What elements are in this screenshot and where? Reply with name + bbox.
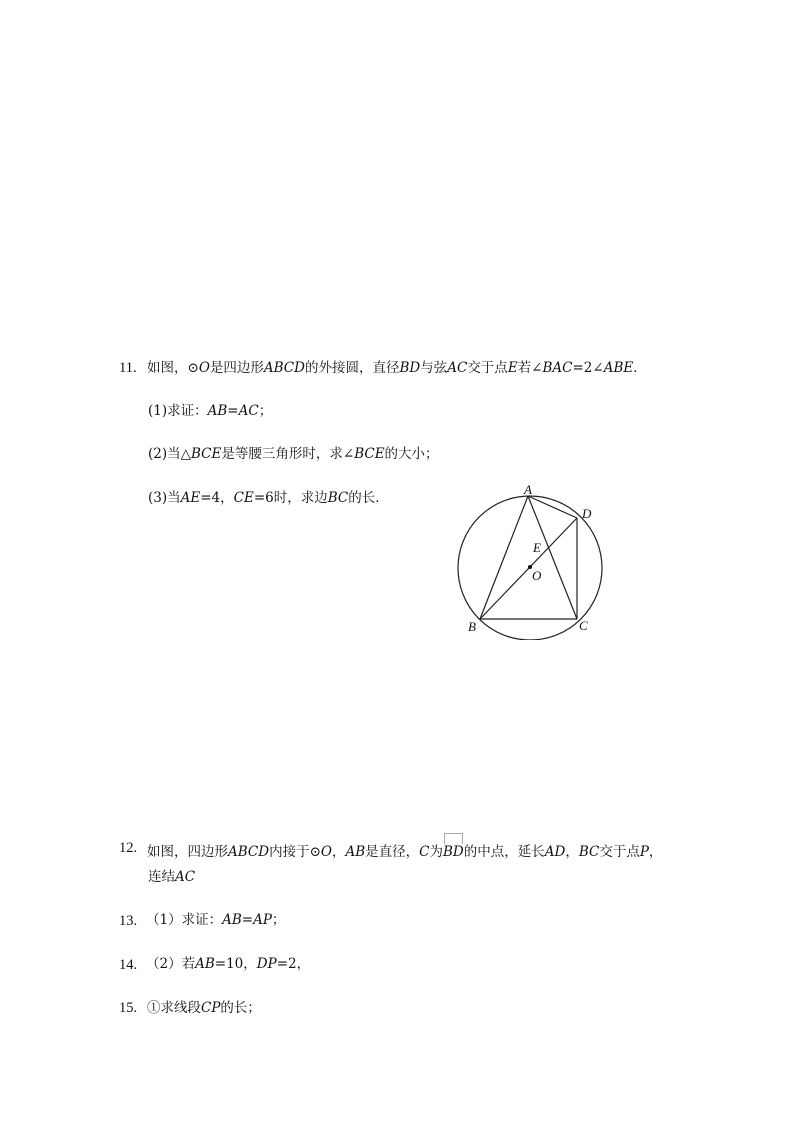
question-12-number: 12.: [119, 840, 138, 856]
text-run: =6时，求边: [253, 490, 328, 506]
text-run: =4，: [200, 490, 234, 506]
math-symbol: ABCD: [228, 844, 270, 860]
question-11-stem: [147, 359, 647, 377]
math-symbol: C: [419, 844, 430, 860]
math-symbol: E: [507, 360, 518, 376]
text-run: =: [241, 912, 254, 928]
text-run: 是四边形: [209, 360, 264, 376]
text-run: 内接于⊙: [269, 844, 321, 860]
label-o: O: [532, 568, 542, 583]
math-symbol: AB: [345, 844, 366, 860]
math-symbol: AB: [222, 912, 242, 928]
math-symbol: CE: [233, 490, 254, 506]
label-b: B: [468, 619, 476, 634]
text-run: ，: [648, 844, 663, 860]
text-run: 交于点: [599, 844, 640, 860]
text-run: 连结: [148, 869, 175, 885]
math-symbol: AC: [175, 869, 196, 885]
question-14-number: 14.: [119, 957, 138, 973]
diameter-bd: [480, 518, 577, 619]
question-14-text: [146, 955, 310, 973]
math-symbol: O: [320, 844, 332, 860]
text-run: ，: [331, 844, 346, 860]
text-run: 的长．: [348, 490, 389, 506]
math-symbol: DP: [256, 956, 277, 972]
text-run: =10，: [214, 956, 257, 972]
math-symbol: BD: [399, 360, 421, 376]
text-run: 的中点，延长: [463, 844, 545, 860]
math-symbol: O: [198, 360, 210, 376]
text-run: 的大小；: [384, 446, 439, 462]
math-symbol: AC: [238, 403, 259, 419]
arc-bd-label: BD: [442, 844, 464, 860]
question-11-part-2: [148, 445, 439, 463]
text-run: =2，: [276, 956, 311, 972]
math-symbol: AP: [253, 912, 272, 928]
label-e: E: [533, 540, 541, 555]
math-symbol: BC: [578, 844, 600, 860]
math-symbol: ABE: [603, 360, 634, 376]
text-run: ①求线段: [147, 1000, 201, 1016]
text-run: （2）若: [146, 956, 196, 972]
text-run: 与弦: [420, 360, 448, 376]
math-symbol: BCE: [354, 446, 385, 462]
text-run: 是等腰三角形时，求∠: [221, 446, 355, 462]
math-symbol: AB: [207, 403, 228, 419]
math-symbol: AD: [544, 844, 566, 860]
text-run: 若∠: [517, 360, 543, 376]
math-symbol: P: [639, 844, 649, 860]
label-c: C: [579, 618, 588, 633]
text-run: (2)当△: [148, 446, 192, 462]
label-a: A: [524, 482, 532, 497]
question-15-number: 15.: [119, 1000, 138, 1016]
text-run: (1)求证：: [148, 403, 208, 419]
math-symbol: AB: [195, 956, 215, 972]
text-run: 的外接圆，直径: [304, 360, 400, 376]
math-symbol: BC: [327, 490, 349, 506]
text-run: 的长；: [220, 1000, 261, 1016]
question-11-figure: [448, 480, 618, 640]
text-run: =2∠: [572, 360, 604, 376]
text-run: =: [227, 403, 239, 419]
text-run: ．: [633, 360, 647, 376]
arc-bd: [443, 839, 464, 861]
question-11-part-1: [148, 402, 272, 420]
math-symbol: BAC: [542, 360, 573, 376]
text-run: 为: [429, 844, 443, 860]
math-symbol: ABCD: [263, 360, 305, 376]
math-symbol: AC: [447, 360, 468, 376]
question-13-text: [146, 911, 285, 929]
text-run: 是直径，: [365, 844, 420, 860]
question-13-number: 13.: [119, 913, 138, 929]
question-11-number: 11.: [119, 360, 137, 376]
math-symbol: CP: [201, 1000, 221, 1016]
text-run: 如图，四边形: [147, 844, 228, 860]
text-run: (3)当: [148, 490, 181, 506]
text-run: （1）求证：: [146, 912, 223, 928]
math-symbol: AE: [180, 490, 201, 506]
segment-ab: [480, 496, 528, 619]
text-run: ；: [271, 912, 286, 928]
text-run: 如图，⊙: [147, 360, 199, 376]
text-run: ；: [258, 403, 273, 419]
arc-mark-icon: [444, 833, 463, 844]
question-12-stem-before: [147, 844, 443, 860]
question-12-stem-line-2: [148, 868, 195, 886]
question-11-part-3: [148, 489, 389, 507]
question-12-stem: [147, 839, 662, 861]
label-d: D: [582, 506, 592, 521]
question-12-stem-after: [464, 844, 663, 860]
text-run: 交于点: [467, 360, 508, 376]
text-run: ，: [565, 844, 579, 860]
math-symbol: BCE: [191, 446, 222, 462]
question-15-text: [147, 999, 261, 1017]
